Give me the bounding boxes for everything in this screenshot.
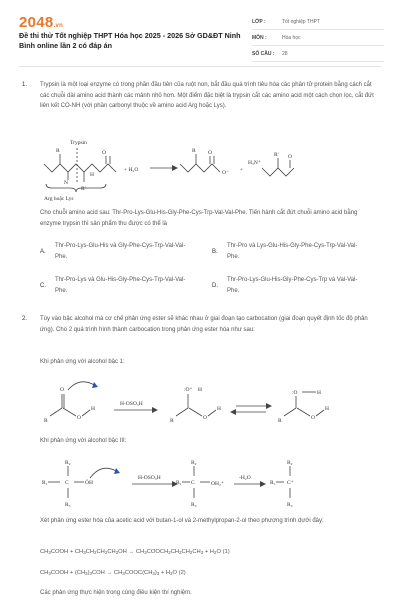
meta-subject-label: MÔN : (252, 34, 267, 41)
choice-d-text[interactable]: Thr-Pro-Lys-Glu-His-Gly-Phe-Cys-Trp và Val-Val-Phe. (227, 277, 358, 294)
choice-d-letter[interactable]: D. (212, 283, 218, 289)
meta-count-row (252, 46, 384, 62)
svg-text:C: C (191, 480, 195, 486)
water-reagent: + H₂O (124, 167, 139, 173)
svg-text::O⁺: :O⁺ (184, 387, 193, 393)
svg-text:O: O (60, 387, 64, 393)
svg-text:O: O (311, 415, 315, 421)
svg-text:O: O (203, 415, 207, 421)
equation-2: $CH_3COOH + (CH_3)_3COH$ → $CH_3COOC(CH_3)_3 + H_2O$ (2) (40, 570, 186, 576)
meta-count-label: SỐ CÂU : (252, 50, 275, 57)
choice-b-letter[interactable]: B. (212, 249, 218, 255)
question-2-study-text: Xét phản ứng ester hóa của acetic acid với butan-1-ol và 2-methylpropan-2-ol theo phương trình dưới đây: (40, 518, 324, 524)
svg-text:O⁻: O⁻ (222, 170, 229, 176)
choice-a-letter[interactable]: A. (40, 249, 46, 255)
svg-text:H: H (90, 172, 94, 178)
primary-alcohol-mechanism (40, 372, 340, 432)
svg-text:N: N (64, 180, 68, 186)
svg-text:H: H (198, 387, 202, 393)
question-1-prompt: Cho chuỗi amino acid sau: Thr-Pro-Lys-Glu-His-Gly-Phe-Cys-Trp-Val-Val-Phe. Tiến hành cắt đứt chuỗi amino acid bằng enzyme trypsin thì sản phẩm thu được có thể là (40, 210, 358, 227)
svg-text:R: R (278, 418, 282, 424)
plus-sign: + (240, 167, 244, 173)
svg-text:OH₂⁺: OH₂⁺ (211, 481, 224, 487)
choice-a-text[interactable]: Thr-Pro-Lys-Glu-His và Gly-Phe-Cys-Trp-Val-Val-Phe. (55, 243, 186, 260)
svg-text:H: H (317, 390, 321, 396)
svg-text:R: R (56, 148, 60, 154)
svg-text:H: H (91, 406, 95, 412)
svg-text:R₃: R₃ (191, 502, 197, 508)
svg-text:R: R (170, 418, 174, 424)
trypsin-label: Trypsin (70, 140, 87, 146)
question-2-text: Tùy vào bậc alcohol mà cơ chế phản ứng ester sẽ khác nhau ở giai đoạn tạo carbocation (giai đoạn quyết định tốc độ phản ứng). Cho 2 quá trình hình thành carbocation trong phản ứng ester hóa như sau: (40, 316, 368, 333)
svg-text:R₂: R₂ (287, 460, 293, 466)
meta-class-row (252, 14, 384, 30)
meta-class-value: Tốt nghiệp THPT (282, 18, 320, 25)
primary-reagent: H-OSO₃H (120, 401, 143, 407)
svg-text:R₂: R₂ (191, 460, 197, 466)
tertiary-alcohol-mechanism (40, 452, 340, 512)
svg-text:R₂: R₂ (65, 460, 71, 466)
svg-text:R': R' (81, 186, 86, 192)
arg-lys-label: Arg hoặc Lys (44, 196, 74, 202)
svg-text:O: O (208, 150, 212, 156)
exam-title: Đề thi thử Tốt nghiệp THPT Hóa học 2025 - 2026 Sở GD&ĐT Ninh Bình online lần 2 có đáp án (19, 31, 241, 50)
equation-1: $CH_3COOH + CH_3CH_2CH_2CH_2OH$ → $CH_3COOCH_2CH_2CH_2CH_3 + H_2O$ (1) (40, 549, 230, 555)
svg-text:O: O (102, 150, 106, 156)
svg-text:ÖH: ÖH (85, 480, 93, 486)
choice-c-text[interactable]: Thr-Pro-Lys và Glu-His-Gly-Phe-Cys-Trp-Val-Val-Phe. (55, 277, 186, 294)
svg-text::O: :O (292, 390, 298, 396)
svg-text:O: O (77, 415, 81, 421)
svg-text:O: O (288, 154, 292, 160)
choice-c-letter[interactable]: C. (40, 283, 46, 289)
svg-text:R₃: R₃ (287, 502, 293, 508)
svg-text:H: H (217, 406, 221, 412)
trypsin-reaction-figure (40, 134, 300, 204)
minus-water: -H₂O (239, 475, 251, 481)
svg-text:H₃N⁺: H₃N⁺ (248, 160, 261, 166)
tertiary-alcohol-label: Khi phản ứng với alcohol bậc III: (40, 438, 127, 444)
svg-text:R: R (44, 418, 48, 424)
question-2-footer-text: Các phản ứng thực hiện trong cùng điều kiện thí nghiệm. (40, 590, 192, 596)
header-divider (19, 66, 381, 67)
exam-meta (252, 14, 384, 62)
svg-text:R₁: R₁ (176, 480, 182, 486)
svg-text:H: H (325, 406, 329, 412)
question-2-number: 2. (22, 316, 28, 322)
tertiary-reagent: H-OSO₃H (138, 475, 161, 481)
question-1-text: Trypsin là một loại enzyme có trong phần đầu tiên của ruột non, bắt đầu quá trình tiêu hóa các phân tử protein bằng cách cắt các chuỗi dài amino acid thành các mảnh nhỏ hơn. Một điểm đặc biệt là trypsin cắt các amino acid một cách chọn lọc, cắt đứt liên kết CO-NH (với phần carbonyl thuộc về amino acid Arg hoặc Lys). (40, 82, 374, 109)
meta-class-label: LỚP : (252, 18, 266, 25)
site-logo[interactable]: 2048.vn (19, 14, 64, 31)
svg-text:R₃: R₃ (65, 502, 71, 508)
primary-alcohol-label: Khi phản ứng với alcohol bậc 1: (40, 359, 125, 365)
svg-text:R₁: R₁ (42, 480, 48, 486)
svg-text:R': R' (274, 152, 279, 158)
meta-count-value: 28 (282, 50, 288, 57)
meta-subject-row (252, 30, 384, 46)
svg-text:R₁: R₁ (270, 480, 276, 486)
meta-subject-value: Hóa học (282, 34, 301, 41)
question-1-number: 1. (22, 82, 28, 88)
svg-text:C⁺: C⁺ (287, 480, 294, 486)
choice-b-text[interactable]: Thr-Pro và Lys-Glu-His-Gly-Phe-Cys-Trp-Val-Val-Phe. (227, 243, 358, 260)
svg-text:C: C (65, 480, 69, 486)
svg-text:R: R (192, 148, 196, 154)
